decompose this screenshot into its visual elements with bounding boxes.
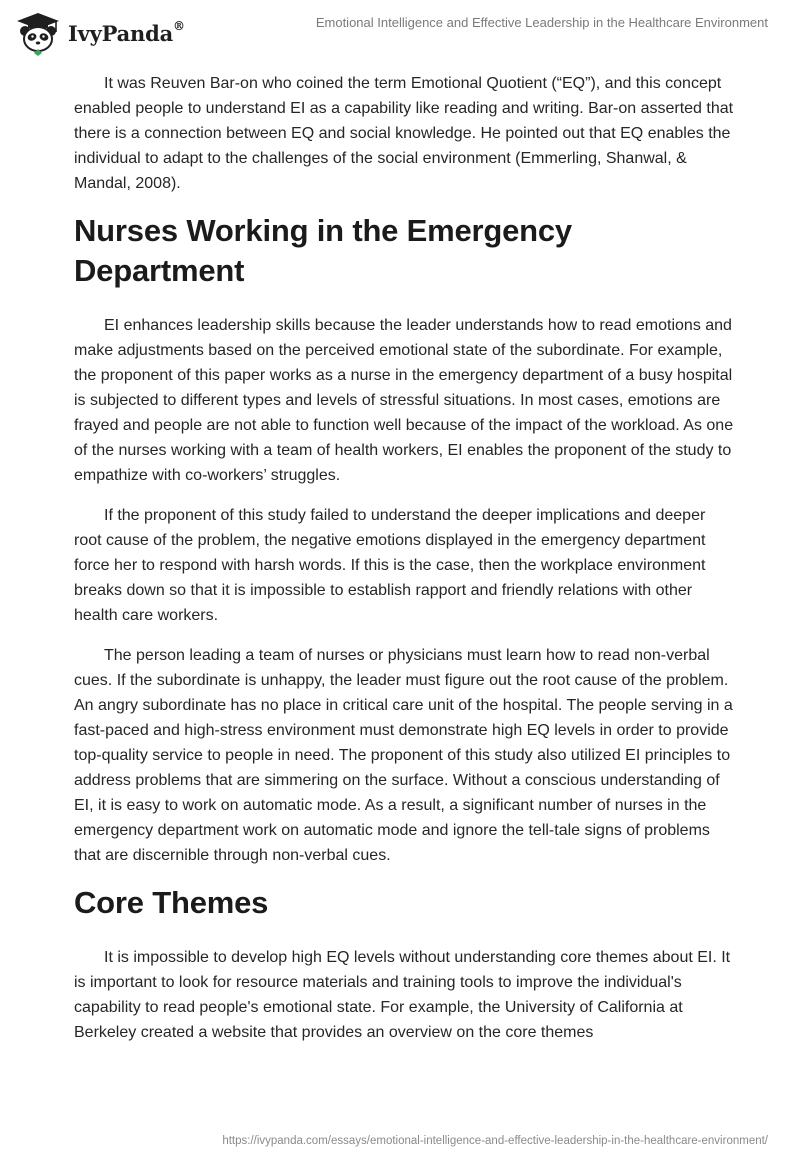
paragraph: It is impossible to develop high EQ levels without understanding core themes about EI. It is important to look for resource materials and training tools to improve the individual's capability to read people's emotional state. For example, the University of California at Berkeley created a website that provides an overview on the core themes — [74, 949, 731, 1041]
panda-graduate-icon — [14, 10, 62, 56]
essay-content — [74, 71, 734, 1060]
paragraph: If the proponent of this study failed to understand the deeper implications and deeper root cause of the problem, the negative emotions displayed in the emergency department force her to respond with harsh words. If this is the case, then the workplace environment breaks down so that it is impossible to establish rapport and friendly relations with other health care workers. — [74, 507, 706, 624]
page-header — [0, 0, 800, 70]
footer-url[interactable]: https://ivypanda.com/essays/emotional-intelligence-and-effective-leadership-in-the-healthcare-environment/ — [222, 1135, 768, 1147]
paragraph: The person leading a team of nurses or physicians must learn how to read non-verbal cues. If the subordinate is unhappy, the leader must figure out the root cause of the problem. An angry subordinate has no place in critical care unit of the hospital. The people serving in a fast-paced and high-stress environment must demonstrate high EQ levels in order to provide top-quality service to people in need. The proponent of this study also utilized EI principles to address problems that are simmering on the surface. Without a conscious understanding of EI, it is easy to work on automatic mode. As a result, a significant number of nurses in the emergency department work on automatic mode and ignore the tell-tale signs of problems that are discernible through non-verbal cues. — [74, 647, 733, 864]
section-heading-core-themes: Core Themes — [74, 885, 269, 920]
document-title: Emotional Intelligence and Effective Leadership in the Healthcare Environment — [315, 15, 768, 30]
paragraph: EI enhances leadership skills because the leader understands how to read emotions and make adjustments based on the perceived emotional state of the subordinate. For example, the proponent of this paper works as a nurse in the emergency department of a busy hospital is subjected to different types and levels of stressful situations. In most cases, emotions are frayed and people are not able to function well because of the impact of the workload. As one of the nurses working with a team of health workers, EI enables the proponent of the study to empathize with co-workers’ struggles. — [74, 317, 734, 484]
brand-name: IvyPanda® — [68, 18, 185, 46]
section-heading-nurses-emergency: Nurses Working in the Emergency Department — [74, 213, 572, 288]
brand-logo[interactable] — [14, 10, 185, 56]
intro-paragraph: It was Reuven Bar-on who coined the term Emotional Quotient (“EQ”), and this concept enabled people to understand EI as a capability like reading and writing. Bar-on asserted that there is a connection between EQ and social knowledge. He pointed out that EQ enables the individual to adapt to the challenges of the social environment (Emmerling, Shanwal, & Mandal, 2008). — [74, 75, 734, 192]
registered-mark: ® — [173, 18, 185, 33]
